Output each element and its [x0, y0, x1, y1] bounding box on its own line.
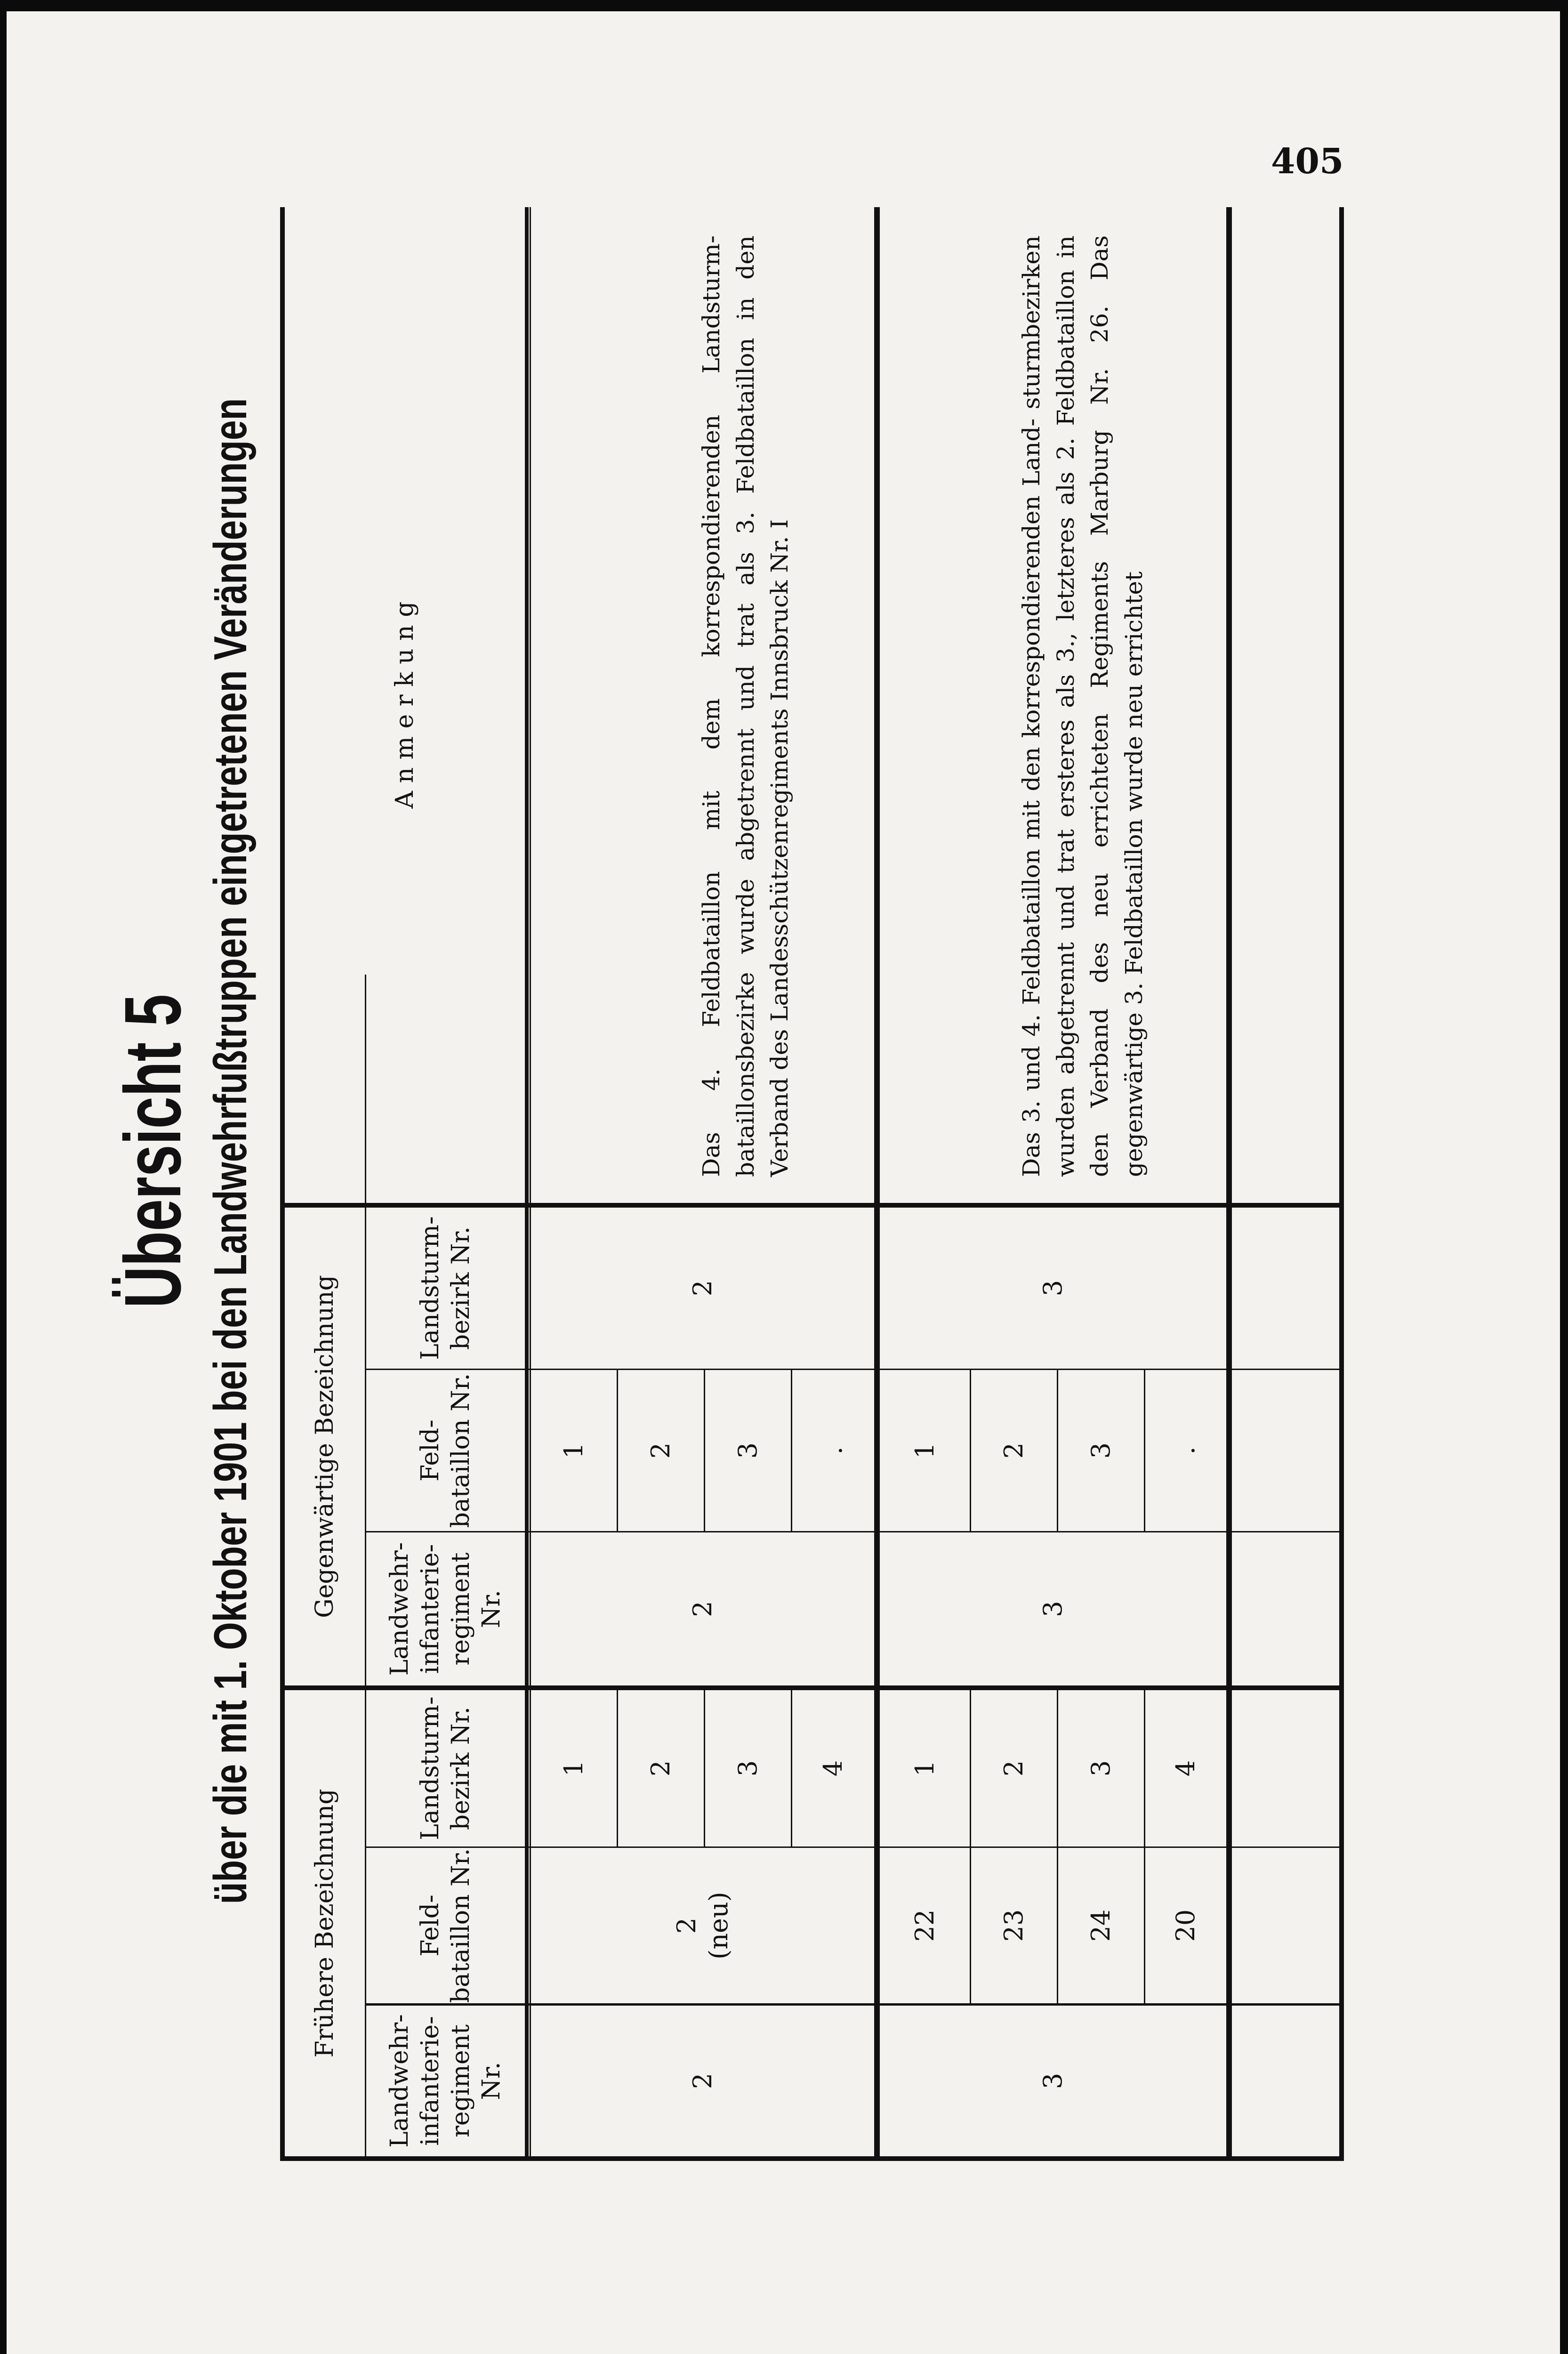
table-subtitle: über die mit 1. Oktober 1901 bei den Landwehrfußtruppen eingetretenen Veränderungen: [204, 398, 256, 1904]
g1-former-battalion: 3: [733, 1760, 763, 1777]
g2-former-battalion: 4: [1171, 1760, 1201, 1777]
g2-former-district: 22: [909, 1909, 940, 1942]
rotated-table-page: [108, 141, 1337, 2161]
g2-former-district: 20: [1171, 1909, 1201, 1942]
header-former-regiment: Landwehr- infanterie- regiment Nr.: [385, 2014, 506, 2148]
g1-current-district: 2: [687, 1280, 717, 1297]
header-former-district: Landsturm- bezirk Nr.: [416, 1696, 475, 1840]
g1-former-district-note: (neu): [703, 1892, 733, 1959]
g2-current-regiment: 3: [1038, 1601, 1068, 1617]
header-rule: [525, 207, 529, 2161]
changes-table: [280, 207, 1344, 2161]
table-border-top: [280, 207, 285, 2161]
table-border-bottom: [1339, 207, 1344, 2161]
g2-current-battalion: 1: [909, 1442, 940, 1459]
g1-current-regiment: 2: [687, 1601, 717, 1617]
g1-former-battalion: 1: [559, 1760, 589, 1777]
g1-former-battalion: 4: [818, 1760, 848, 1777]
g2-current-district: 3: [1038, 1280, 1068, 1297]
page-number: 405: [1271, 141, 1344, 182]
g2-remark: Das 3. und 4. Feldbataillon mit den korrespondierenden Land- sturmbezirken wurden abgetrennt und trat ersteres als 3., letzteres als 2. Feldbataillon in den Verband des neu errichteten Regiments Marburg Nr. 26. Das gegenwärtige 3. Feldbataillon wurde neu errichtet: [1018, 235, 1148, 1177]
header-current-district: Landsturm- bezirk Nr.: [416, 1216, 475, 1360]
g2-former-battalion: 2: [999, 1760, 1029, 1777]
g2-former-district: 24: [1086, 1909, 1116, 1942]
g1-former-regiment: 2: [687, 2072, 717, 2089]
header-remark: A n m e r k u n g: [390, 601, 419, 809]
g1-remark: Das 4. Feldbataillon mit dem korrespondierenden Landsturm- bataillonsbezirke wurde abgetrennt und trat als 3. Feldbataillon in den Verband des Landesschützenregiments Innsbruck Nr. I: [698, 235, 793, 1177]
g1-former-district-value: 2: [672, 1917, 701, 1934]
header-current: Gegenwärtige Bezeichnung: [310, 1275, 339, 1618]
group-rule: [874, 207, 880, 2161]
g2-former-regiment: 3: [1038, 2072, 1068, 2089]
header-former-battalion: Feld- bataillon Nr.: [416, 1848, 475, 2003]
g1-current-battalion: .: [818, 1446, 848, 1455]
header-current-battalion: Feld- bataillon Nr.: [416, 1373, 475, 1528]
col-line-6: [280, 1203, 1344, 1208]
table-title: Übersicht 5: [108, 994, 198, 1308]
g1-former-district: [531, 1848, 874, 2003]
g1-current-battalion: 1: [559, 1442, 589, 1459]
g2-former-district: 23: [999, 1909, 1029, 1942]
bottom-rule: [1226, 207, 1232, 2161]
col-line-3: [280, 1685, 1344, 1690]
g2-former-battalion: 3: [1086, 1760, 1116, 1777]
header-former: Frühere Bezeichnung: [310, 1789, 339, 2058]
g2-former-battalion: 1: [909, 1760, 940, 1777]
g1-current-battalion: 2: [646, 1442, 676, 1459]
g1-former-battalion: 2: [646, 1760, 676, 1777]
g1-current-battalion: 3: [733, 1442, 763, 1459]
g2-current-battalion: .: [1171, 1446, 1201, 1455]
header-current-regiment: Landwehr- infanterie- regiment Nr.: [385, 1542, 506, 1676]
table-border-left: [280, 2156, 1344, 2161]
g2-current-battalion: 2: [999, 1442, 1029, 1459]
g2-current-battalion: 3: [1086, 1442, 1116, 1459]
